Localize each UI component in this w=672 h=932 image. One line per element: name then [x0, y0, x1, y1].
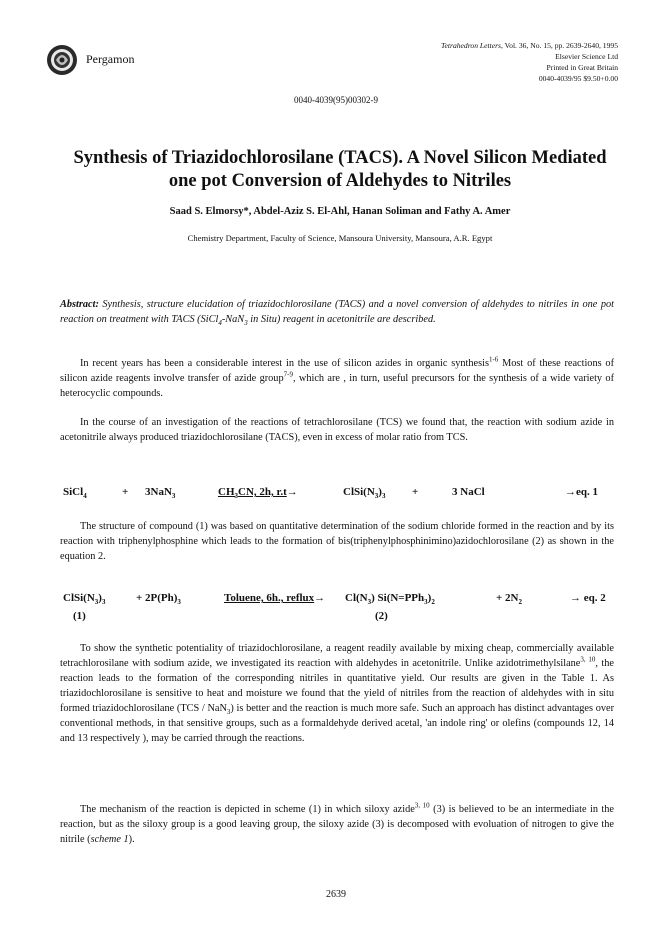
subscript: 3: [101, 598, 106, 607]
eq-reagent: [136, 592, 181, 607]
eq-term-text: + 2N: [496, 592, 519, 604]
abstract-text: in Situ) reagent in acetonitrile are described.: [247, 314, 436, 325]
reaction-arrow: →: [286, 486, 298, 498]
body-paragraph: [60, 519, 614, 564]
subscript: 3: [94, 598, 99, 607]
eq-cond-text: CN, 2h, r.t: [238, 486, 287, 498]
eq-condition: [218, 486, 298, 501]
paragraph-text: ).: [128, 834, 135, 845]
subscript: 3: [177, 598, 181, 607]
title-line: Synthesis of Triazidochlorosilane (TACS). A Novel Silicon Mediated: [73, 148, 607, 168]
paragraph-text: ) is better and the reaction is much more safe. Such an approach has distinct advantages over conventional methods, in that sensitive groups, such as a formaldehyde derived acetal, 'an indole ring' or olefins (compounds 12, 14 and 13 respectively ), may be carried through the reactions.: [60, 703, 615, 744]
eq-term: [496, 592, 522, 607]
paragraph-text: , the reaction leads to the formation of the corresponding nitriles in quantitative yield. Our results are given in the Table 1. As triazidochlorosilane is sensitive to heat and moisture we found that the yield of nitriles from the reaction of aldehydes with in situ formed triazidochlorosilane (TCS / NaN: [60, 658, 614, 714]
eq-product: [343, 486, 386, 501]
eq-plus: +: [412, 486, 419, 498]
subscript: 4: [83, 492, 87, 501]
authors: Saad S. Elmorsy*, Abdel-Aziz S. El-Ahl, Hanan Soliman and Fathy A. Amer: [169, 206, 511, 217]
eq-plus: +: [122, 486, 129, 498]
citation-superscript: 3, 10: [580, 655, 596, 664]
eq-term-text: ): [98, 592, 102, 604]
body-paragraph: [60, 356, 614, 401]
subscript: 3: [367, 598, 372, 607]
eq-term-text: 3NaN: [145, 486, 172, 498]
eq-term-text: Cl(N: [345, 592, 368, 604]
paragraph-text: Most of these reactions of silicon azide reagents involve transfer of azide group: [60, 358, 614, 384]
eq-term-text: ClSi(N: [343, 486, 375, 498]
citation-superscript: 7-9: [283, 370, 293, 379]
reaction-arrow: →: [314, 592, 326, 604]
subscript: 3: [226, 708, 231, 717]
eq-product: [345, 592, 435, 607]
doi: 0040-4039(95)00302-9: [294, 95, 378, 105]
body-paragraph: [60, 641, 614, 746]
eq-term-text: ): [427, 592, 432, 604]
citation-volume: , Vol. 36, No. 15, pp. 2639-2640, 1995: [500, 41, 618, 50]
citation-superscript: 1-6: [488, 355, 499, 364]
subscript: 2: [518, 598, 522, 607]
subscript: 3: [171, 492, 176, 501]
eq-term: 3 NaCl: [452, 486, 485, 498]
equation-1: [63, 486, 87, 501]
subscript: 2: [431, 598, 435, 607]
eq-term-text: ): [378, 486, 382, 498]
eq-term-text: ) Si(N=PPh: [371, 592, 425, 604]
compound-number: (1): [73, 610, 86, 622]
eq-cond-text: CH: [218, 486, 235, 498]
scheme-reference: scheme 1: [90, 834, 129, 845]
abstract-label: Abstract:: [60, 299, 99, 310]
subscript: 3: [424, 598, 428, 607]
eq-term-text: ClSi(N: [63, 592, 95, 604]
paragraph-text: In the course of an investigation of the reactions of tetrachlorosilane (TCS) we found that, the reaction with sodium azide in acetonitrile always produced triazidochlorosilane (TACS), even in excess of molar ratio from TCS.: [60, 417, 614, 443]
equation-2-lhs: [63, 592, 106, 607]
journal-name: Tetrahedron Letters: [441, 41, 501, 50]
affiliation: Chemistry Department, Faculty of Science, Mansoura University, Mansoura, A.R. Egypt: [187, 233, 493, 243]
paragraph-text: The structure of compound (1) was based on quantitative determination of the sodium chloride formed in the reaction and by its reaction with triphenylphosphine which leads to the formation of bis(triphenylphosphinimino)azidochlorosilane (2) as shown in the equation 2.: [60, 521, 614, 562]
body-paragraph: [60, 802, 614, 847]
abstract-text: Synthesis, structure elucidation of triazidochlorosilane (TACS) and a novel conversion of aldehydes to nitriles in one pot reaction on treatment with TACS (SiCl: [60, 299, 614, 325]
compound-number: (2): [375, 610, 388, 622]
subscript: 3: [244, 319, 248, 328]
citation-line: 0040-4039/95 $9.50+0.00: [538, 74, 618, 83]
subscript: 3: [381, 492, 386, 501]
subscript: 4: [218, 319, 222, 328]
body-paragraph: [60, 415, 614, 445]
publisher-name: Pergamon: [86, 52, 135, 66]
abstract-text: -NaN: [221, 314, 245, 325]
eq-condition: [224, 592, 325, 604]
subscript: 3: [374, 492, 379, 501]
citation-line: Elsevier Science Ltd: [555, 52, 618, 61]
paragraph-text: (3) is believed to be an intermediate in the reaction, but as the siloxy group is a good leaving group, the siloxy azide (3) is decomposed with evoluation of nitrogen to give the nitrile (: [60, 804, 615, 845]
eq-term: SiCl: [63, 486, 84, 498]
page-number: 2639: [326, 889, 346, 900]
title-line: one pot Conversion of Aldehydes to Nitriles: [168, 171, 512, 191]
equation-label: → eq. 2: [570, 592, 606, 604]
citation-line: Printed in Great Britain: [546, 63, 618, 72]
paragraph-text: , which are , in turn, useful precursors for the synthesis of a wide variety of heterocyclic compounds.: [60, 373, 615, 399]
paper-title: [60, 147, 620, 193]
abstract: [60, 297, 614, 327]
subscript: 3: [234, 492, 238, 501]
equation-label: →eq. 1: [565, 486, 598, 498]
paragraph-text: To show the synthetic potentiality of triazidochlorosilane, a reagent readily available by mixing cheap, commercially available tetrachlorosilane with sodium azide, we investigated its reaction with aldehydes in acetonitrile. Unlike azidotrimethylsilane: [60, 643, 614, 669]
eq-cond-text: Toluene, 6h., reflux: [224, 592, 315, 604]
eq-term-text: + 2P(Ph): [136, 592, 178, 604]
paragraph-text: The mechanism of the reaction is depicted in scheme (1) in which siloxy azide: [80, 804, 415, 815]
pergamon-logo-icon: [46, 44, 78, 76]
eq-term: [145, 486, 176, 501]
citation-superscript: 3, 10: [414, 801, 430, 810]
citation-block: [318, 40, 618, 84]
paragraph-text: In recent years has been a considerable interest in the use of silicon azides in organic synthesis: [80, 358, 489, 369]
